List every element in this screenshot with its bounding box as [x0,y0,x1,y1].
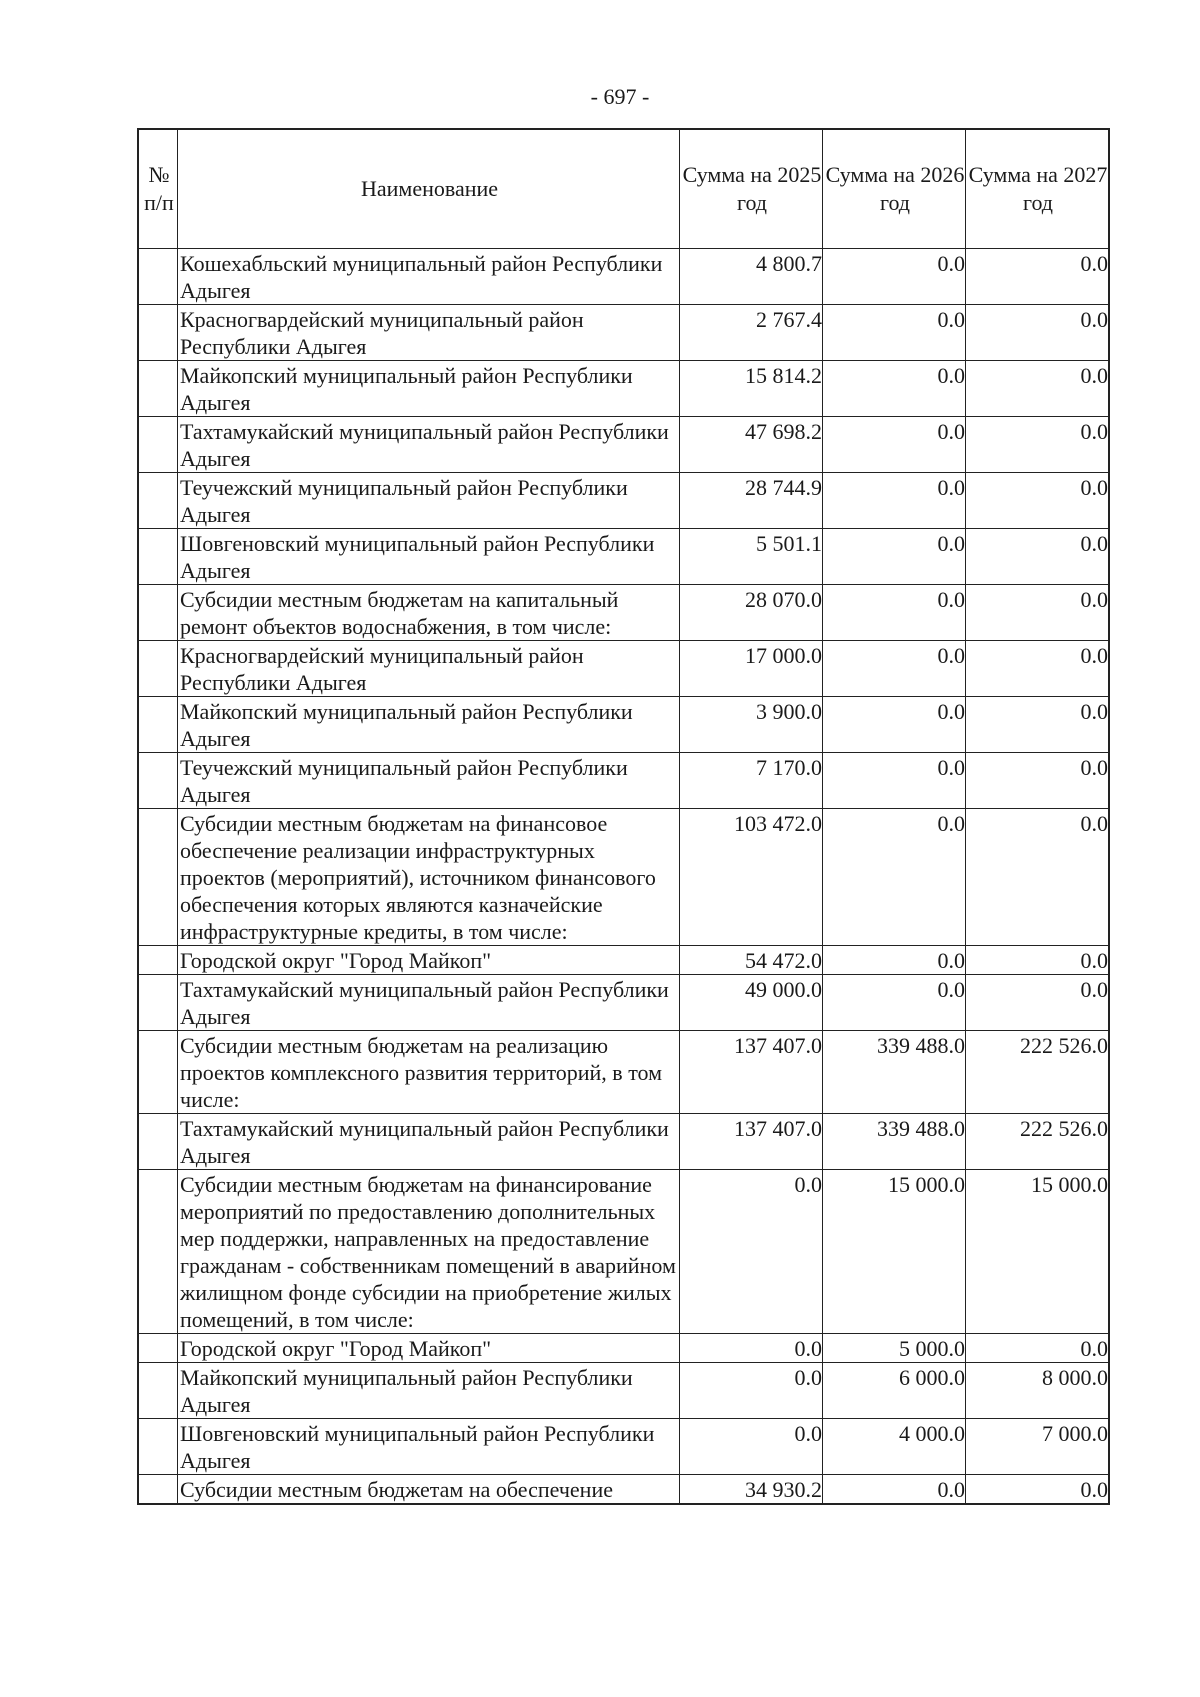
row-sum-2025-cell: 137 407.0 [680,1030,823,1113]
row-sum-2026-cell: 339 488.0 [823,1030,966,1113]
table-row [138,945,1109,974]
row-sum-2027-cell: 0.0 [966,1474,1110,1504]
row-sum-2027-cell: 0.0 [966,360,1110,416]
table-row [138,808,1109,945]
row-sum-2026-cell: 0.0 [823,472,966,528]
row-number-cell [138,1362,178,1418]
row-number-cell [138,1474,178,1504]
table-row [138,472,1109,528]
row-sum-2026-cell: 5 000.0 [823,1333,966,1362]
row-sum-2025-cell: 49 000.0 [680,974,823,1030]
row-sum-2026-cell: 4 000.0 [823,1418,966,1474]
table-row [138,974,1109,1030]
row-number-cell [138,584,178,640]
row-sum-2025-cell: 2 767.4 [680,304,823,360]
table-row [138,248,1109,304]
row-sum-2025-cell: 17 000.0 [680,640,823,696]
row-name-cell: Шовгеновский муниципальный район Республики Адыгея [178,528,680,584]
row-sum-2026-cell: 0.0 [823,248,966,304]
row-sum-2027-cell: 0.0 [966,248,1110,304]
table-row [138,1362,1109,1418]
row-sum-2027-cell: 0.0 [966,752,1110,808]
row-sum-2027-cell: 0.0 [966,640,1110,696]
row-sum-2025-cell: 4 800.7 [680,248,823,304]
row-sum-2025-cell: 5 501.1 [680,528,823,584]
table-row [138,1418,1109,1474]
row-sum-2026-cell: 0.0 [823,360,966,416]
row-number-cell [138,752,178,808]
row-name-cell: Майкопский муниципальный район Республики Адыгея [178,696,680,752]
row-sum-2025-cell: 15 814.2 [680,360,823,416]
header-sum-2025: Сумма на 2025 год [680,129,823,248]
row-sum-2026-cell: 0.0 [823,416,966,472]
row-name-cell: Красногвардейский муниципальный район Республики Адыгея [178,640,680,696]
row-sum-2026-cell: 15 000.0 [823,1169,966,1333]
row-sum-2025-cell: 47 698.2 [680,416,823,472]
table-row [138,528,1109,584]
row-sum-2027-cell: 0.0 [966,528,1110,584]
row-sum-2026-cell: 6 000.0 [823,1362,966,1418]
header-sum-2026: Сумма на 2026 год [823,129,966,248]
table-row [138,1113,1109,1169]
row-sum-2025-cell: 0.0 [680,1169,823,1333]
page-number: - 697 - [590,84,650,109]
row-sum-2027-cell: 0.0 [966,974,1110,1030]
row-sum-2027-cell: 0.0 [966,945,1110,974]
row-name-cell: Теучежский муниципальный район Республики Адыгея [178,472,680,528]
row-sum-2026-cell: 0.0 [823,304,966,360]
table-row [138,640,1109,696]
row-sum-2027-cell: 0.0 [966,472,1110,528]
row-sum-2025-cell: 0.0 [680,1362,823,1418]
row-number-cell [138,360,178,416]
row-sum-2027-cell: 8 000.0 [966,1362,1110,1418]
row-number-cell [138,1030,178,1113]
row-number-cell [138,696,178,752]
row-sum-2026-cell: 0.0 [823,1474,966,1504]
header-name: Наименование [178,129,680,248]
row-name-cell: Субсидии местным бюджетам на финансирование мероприятий по предоставлению дополнительных мер поддержки, направленных на предоставление гражданам - собственникам помещений в аварийном жилищном фонде субсидии на приобретение жилых помещений, в том числе: [178,1169,680,1333]
row-name-cell: Тахтамукайский муниципальный район Республики Адыгея [178,1113,680,1169]
row-sum-2025-cell: 28 070.0 [680,584,823,640]
row-sum-2026-cell: 0.0 [823,974,966,1030]
header-sum-2027: Сумма на 2027 год [966,129,1110,248]
table-row [138,752,1109,808]
table-row [138,1474,1109,1504]
row-name-cell: Тахтамукайский муниципальный район Республики Адыгея [178,974,680,1030]
table-header-row [138,129,1109,248]
row-number-cell [138,248,178,304]
row-sum-2027-cell: 0.0 [966,808,1110,945]
table-row [138,416,1109,472]
row-name-cell: Субсидии местным бюджетам на обеспечение [178,1474,680,1504]
table-body [138,248,1109,1504]
row-sum-2026-cell: 0.0 [823,945,966,974]
row-number-cell [138,808,178,945]
row-sum-2025-cell: 137 407.0 [680,1113,823,1169]
row-sum-2025-cell: 28 744.9 [680,472,823,528]
row-sum-2027-cell: 222 526.0 [966,1030,1110,1113]
row-number-cell [138,945,178,974]
row-number-cell [138,416,178,472]
row-sum-2027-cell: 0.0 [966,696,1110,752]
row-sum-2026-cell: 0.0 [823,528,966,584]
row-sum-2026-cell: 0.0 [823,584,966,640]
row-sum-2027-cell: 7 000.0 [966,1418,1110,1474]
row-sum-2025-cell: 54 472.0 [680,945,823,974]
row-sum-2026-cell: 339 488.0 [823,1113,966,1169]
row-sum-2025-cell: 0.0 [680,1333,823,1362]
row-name-cell: Кошехабльский муниципальный район Республики Адыгея [178,248,680,304]
row-number-cell [138,304,178,360]
row-number-cell [138,1333,178,1362]
row-sum-2025-cell: 34 930.2 [680,1474,823,1504]
row-name-cell: Красногвардейский муниципальный район Республики Адыгея [178,304,680,360]
row-sum-2027-cell: 0.0 [966,1333,1110,1362]
table-row [138,1333,1109,1362]
row-sum-2025-cell: 7 170.0 [680,752,823,808]
row-number-cell [138,1169,178,1333]
row-sum-2026-cell: 0.0 [823,640,966,696]
table-row [138,304,1109,360]
header-number: № п/п [138,129,178,248]
table-row [138,696,1109,752]
row-name-cell: Тахтамукайский муниципальный район Республики Адыгея [178,416,680,472]
table-row [138,1030,1109,1113]
row-sum-2025-cell: 3 900.0 [680,696,823,752]
row-number-cell [138,1418,178,1474]
row-number-cell [138,472,178,528]
table-row [138,1169,1109,1333]
row-sum-2026-cell: 0.0 [823,696,966,752]
table-row [138,360,1109,416]
row-name-cell: Городской округ "Город Майкоп" [178,945,680,974]
row-number-cell [138,974,178,1030]
row-sum-2025-cell: 103 472.0 [680,808,823,945]
budget-table [137,128,1110,1505]
row-sum-2027-cell: 0.0 [966,584,1110,640]
row-number-cell [138,528,178,584]
row-name-cell: Майкопский муниципальный район Республики Адыгея [178,1362,680,1418]
row-name-cell: Субсидии местным бюджетам на финансовое обеспечение реализации инфраструктурных проектов (мероприятий), источником финансового обеспечения которых являются казначейские инфраструктурные кредиты, в том числе: [178,808,680,945]
row-sum-2027-cell: 15 000.0 [966,1169,1110,1333]
row-name-cell: Майкопский муниципальный район Республики Адыгея [178,360,680,416]
table-row [138,584,1109,640]
row-number-cell [138,640,178,696]
row-name-cell: Теучежский муниципальный район Республики Адыгея [178,752,680,808]
row-sum-2027-cell: 0.0 [966,416,1110,472]
row-sum-2026-cell: 0.0 [823,808,966,945]
row-sum-2025-cell: 0.0 [680,1418,823,1474]
row-name-cell: Субсидии местным бюджетам на реализацию проектов комплексного развития территорий, в том числе: [178,1030,680,1113]
row-name-cell: Субсидии местным бюджетам на капитальный ремонт объектов водоснабжения, в том числе: [178,584,680,640]
row-sum-2027-cell: 0.0 [966,304,1110,360]
row-name-cell: Городской округ "Город Майкоп" [178,1333,680,1362]
row-sum-2027-cell: 222 526.0 [966,1113,1110,1169]
row-sum-2026-cell: 0.0 [823,752,966,808]
row-number-cell [138,1113,178,1169]
row-name-cell: Шовгеновский муниципальный район Республики Адыгея [178,1418,680,1474]
